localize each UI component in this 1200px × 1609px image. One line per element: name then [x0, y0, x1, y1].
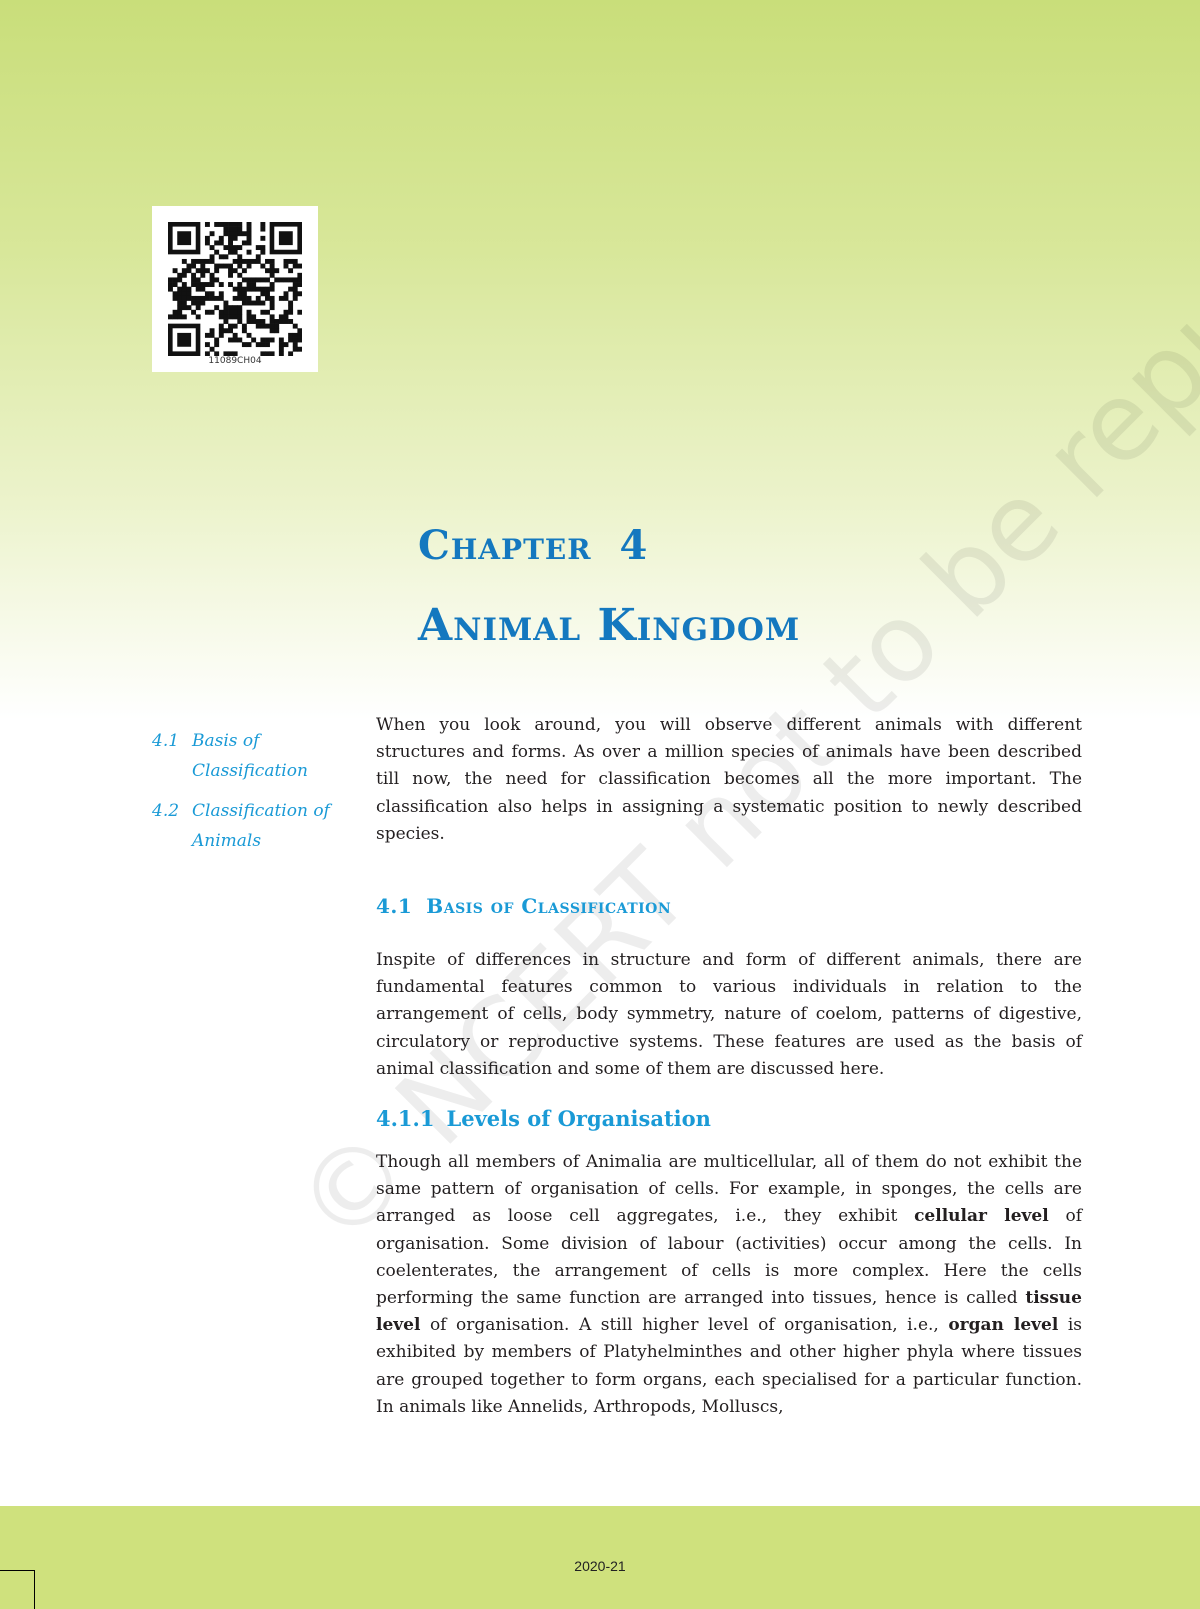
chapter-label — [418, 522, 648, 569]
section-heading-4-1-1 — [376, 1106, 711, 1131]
section-title: Basis of Classification — [426, 894, 672, 918]
sidebar-item-label: Basis of — [192, 731, 260, 751]
sidebar-item-number: 4.1 — [152, 731, 180, 751]
sidebar-item-number: 4.2 — [152, 801, 180, 821]
sidebar-contents — [152, 726, 352, 866]
term-tissue-level: tissue level — [376, 1288, 1082, 1336]
qr-code[interactable] — [152, 206, 318, 372]
chapter-number: 4 — [619, 522, 649, 569]
text-run: is exhibited by members of Platyhelminthes and other higher phyla where tissues are grouped together to form organs, each specialised for a particular function. In animals like Annelids, Arthropods, Molluscs, — [376, 1315, 1082, 1417]
sidebar-item-label-cont: Classification — [192, 761, 308, 781]
text-run: of organisation. Some division of labour (activities) occur among the cells. In coelenterates, the arrangement of cells is more complex. Here the cells performing the same function are arranged into tissues, hence is called — [376, 1206, 1083, 1309]
qr-code-label: 11089CH04 — [208, 356, 262, 366]
footer-year: 2020-21 — [574, 1558, 626, 1574]
chapter-word: Chapter — [418, 522, 592, 569]
term-cellular-level: cellular level — [914, 1206, 1049, 1227]
section-heading-4-1 — [376, 894, 671, 918]
footer-band — [0, 1506, 1200, 1609]
chapter-title: Animal Kingdom — [418, 600, 801, 651]
crop-mark — [0, 1570, 34, 1571]
sidebar-item-classification[interactable] — [152, 796, 352, 856]
sidebar-item-label-cont: Animals — [192, 831, 262, 851]
text-run: of organisation. A still higher level of organisation, i.e., — [420, 1315, 949, 1336]
sidebar-item-basis[interactable] — [152, 726, 352, 786]
section-number: 4.1 — [376, 894, 413, 918]
section-4-1-paragraph: Inspite of differences in structure and form of different animals, there are fundamental features common to various individuals in relation to the arrangement of cells, body symmetry, nature of coelom, patterns of digestive, circulatory or reproductive systems. These features are used as the basis of animal classification and some of them are discussed here. — [376, 950, 1082, 1079]
qr-code-icon — [168, 222, 302, 356]
sidebar-item-label: Classification of — [192, 801, 330, 821]
intro-paragraph: When you look around, you will observe different animals with different structures and forms. As over a million species of animals have been described till now, the need for classification becomes all the more important. The classification also helps in assigning a systematic position to newly described species. — [376, 715, 1082, 844]
section-4-1-1-paragraph — [376, 1149, 1082, 1421]
term-organ-level: organ level — [948, 1315, 1059, 1336]
subsection-title: Levels of Organisation — [446, 1106, 711, 1131]
subsection-number: 4.1.1 — [376, 1106, 435, 1131]
text-run: Though all members of Animalia are multicellular, all of them do not exhibit the same pattern of organisation of cells. For example, in sponges, the cells are arranged as loose cell aggregates, i.e., they exhibit — [376, 1152, 1082, 1227]
crop-mark — [34, 1570, 35, 1609]
